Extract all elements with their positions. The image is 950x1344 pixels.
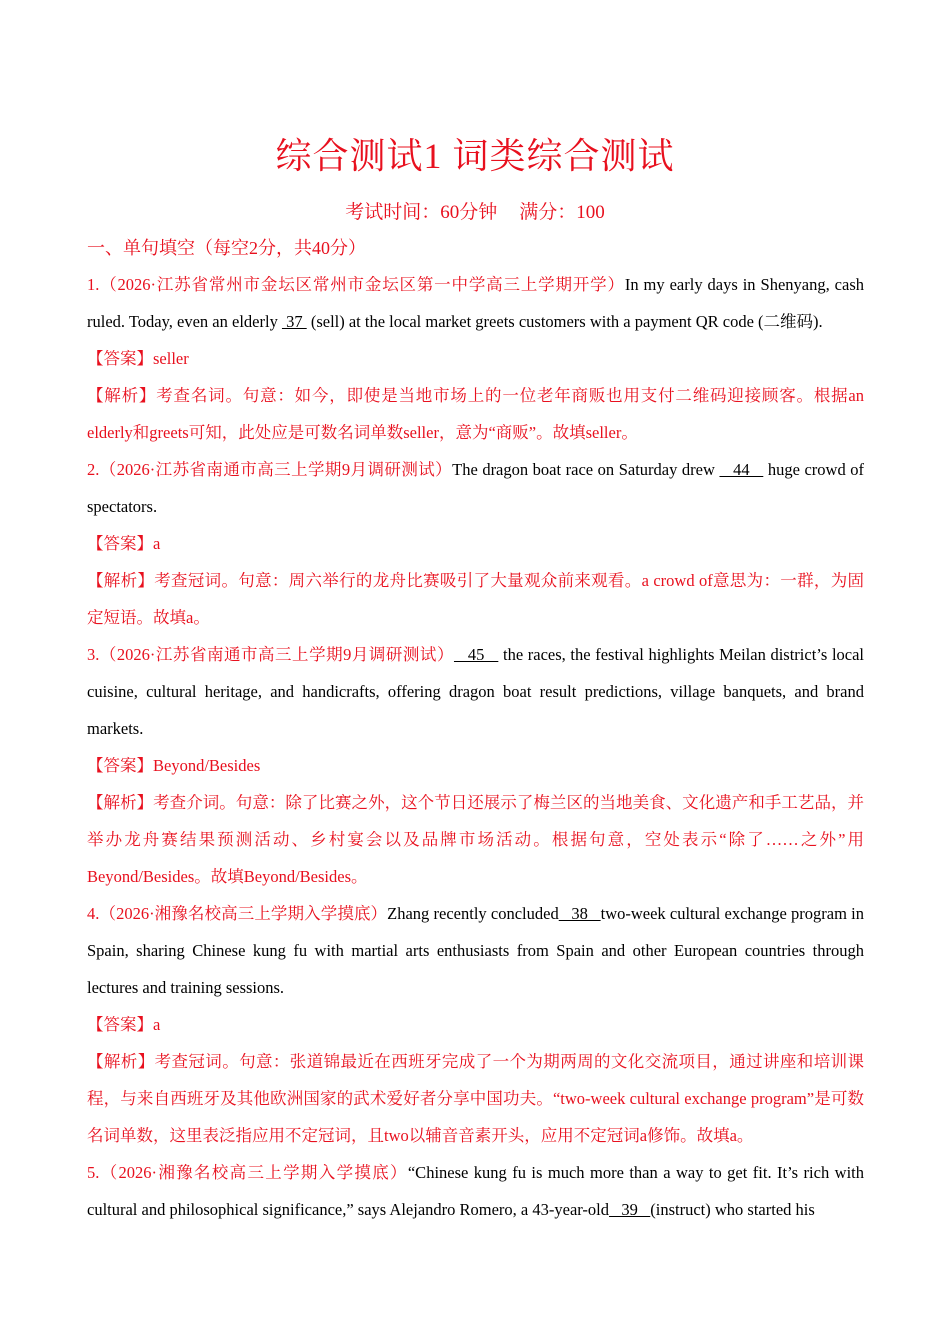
- question-list: [87, 230, 864, 1228]
- question-text: (sell) at the local market greets customers with a payment QR code (二维码).: [310, 312, 823, 331]
- answer-blank: 38: [558, 904, 601, 923]
- answer-value: seller: [153, 349, 189, 368]
- answer-blank: 44: [719, 460, 764, 479]
- question-3: [87, 636, 864, 747]
- exam-time: 考试时间：60分钟: [345, 202, 498, 223]
- question-source: （2026·湘豫名校高三上学期入学摸底）: [99, 1163, 408, 1182]
- answer-line: [87, 1006, 864, 1043]
- answer-label: 【答案】: [87, 349, 153, 368]
- question-text: The dragon boat race on Saturday drew: [452, 460, 715, 479]
- question-number: 2.: [87, 460, 100, 479]
- analysis-text: 考查冠词。句意：张道锦最近在西班牙完成了一个为期两周的文化交流项目，通过讲座和培训课程，与来自西班牙及其他欧洲国家的武术爱好者分享中国功夫。“two-week cultural exchange program”是可数名词单数，这里表泛指应用不定冠词，且two以辅音音素开头，应用不定冠词a修饰。故填a。: [87, 1052, 865, 1145]
- question-text: two-week cultural exchange program in Spain, sharing Chinese kung fu with martial arts enthusiasts from Spain and other European countries through lectures and training sessions.: [87, 904, 865, 997]
- analysis-text: 考查冠词。句意：周六举行的龙舟比赛吸引了大量观众前来观看。a crowd of意思为：一群，为固定短语。故填a。: [87, 571, 865, 627]
- question-text: Zhang recently concluded: [387, 904, 559, 923]
- question-text: huge crowd of spectators.: [87, 460, 865, 516]
- question-number: 5.: [87, 1163, 100, 1182]
- exam-info: [0, 197, 950, 224]
- analysis-text: 考查介词。句意：除了比赛之外，这个节日还展示了梅兰区的当地美食、文化遗产和手工艺品，并举办龙舟赛结果预测活动、乡村宴会以及品牌市场活动。根据句意，空处表示“除了……之外”用Beyond/Besides。故填Beyond/Besides。: [87, 793, 865, 886]
- answer-line: [87, 525, 864, 562]
- question-text: In my early days in Shenyang, cash ruled. Today, even an elderly: [87, 275, 864, 331]
- question-number: 4.: [87, 904, 100, 923]
- answer-value: Beyond/Besides: [153, 756, 261, 775]
- question-source: （2026·湘豫名校高三上学期入学摸底）: [99, 904, 388, 923]
- analysis-text: 考查名词。句意：如今，即使是当地市场上的一位老年商贩也用支付二维码迎接顾客。根据an elderly和greets可知，此处应是可数名词单数seller，意为“商贩”。故填seller。: [87, 386, 865, 442]
- answer-blank: 37: [281, 312, 307, 331]
- answer-blank: 39: [609, 1200, 651, 1219]
- analysis-label: 【解析】: [87, 1052, 155, 1071]
- answer-blank: 45: [453, 645, 499, 664]
- question-number: 3.: [87, 645, 100, 664]
- page-title: 综合测试1 词类综合测试: [275, 136, 675, 176]
- section-heading: 一、单句填空（每空2分，共40分）: [87, 238, 366, 258]
- question-text: “Chinese kung fu is much more than a way to get fit. It’s rich with cultural and philosophical significance,” says Alejandro Romero, a 43-year-old: [87, 1163, 864, 1219]
- question-5: [87, 1154, 864, 1228]
- question-2: [87, 451, 864, 525]
- question-number: 1.: [87, 275, 100, 294]
- analysis-label: 【解析】: [87, 386, 157, 405]
- analysis-label: 【解析】: [87, 793, 154, 812]
- answer-line: [87, 747, 864, 784]
- answer-value: a: [153, 1015, 161, 1034]
- answer-value: a: [153, 534, 161, 553]
- analysis-line: [87, 562, 864, 636]
- question-source: （2026·江苏省南通市高三上学期9月调研测试）: [99, 645, 454, 664]
- question-source: （2026·江苏省南通市高三上学期9月调研测试）: [99, 460, 453, 479]
- analysis-line: [87, 377, 864, 451]
- analysis-line: [87, 1043, 864, 1154]
- question-1: [87, 266, 864, 340]
- analysis-label: 【解析】: [87, 571, 155, 590]
- question-4: [87, 895, 864, 1006]
- question-text: (instruct) who started his: [650, 1200, 815, 1219]
- question-text: the races, the festival highlights Meilan district’s local cuisine, cultural heritage, and handicrafts, offering dragon boat result predictions, village banquets, and brand markets.: [87, 645, 865, 738]
- exam-score: 满分：100: [519, 202, 605, 223]
- question-source: （2026·江苏省常州市金坛区常州市金坛区第一中学高三上学期开学）: [99, 275, 625, 294]
- answer-label: 【答案】: [87, 534, 153, 553]
- answer-line: [87, 340, 864, 377]
- analysis-line: [87, 784, 864, 895]
- answer-label: 【答案】: [87, 1015, 153, 1034]
- answer-label: 【答案】: [87, 756, 153, 775]
